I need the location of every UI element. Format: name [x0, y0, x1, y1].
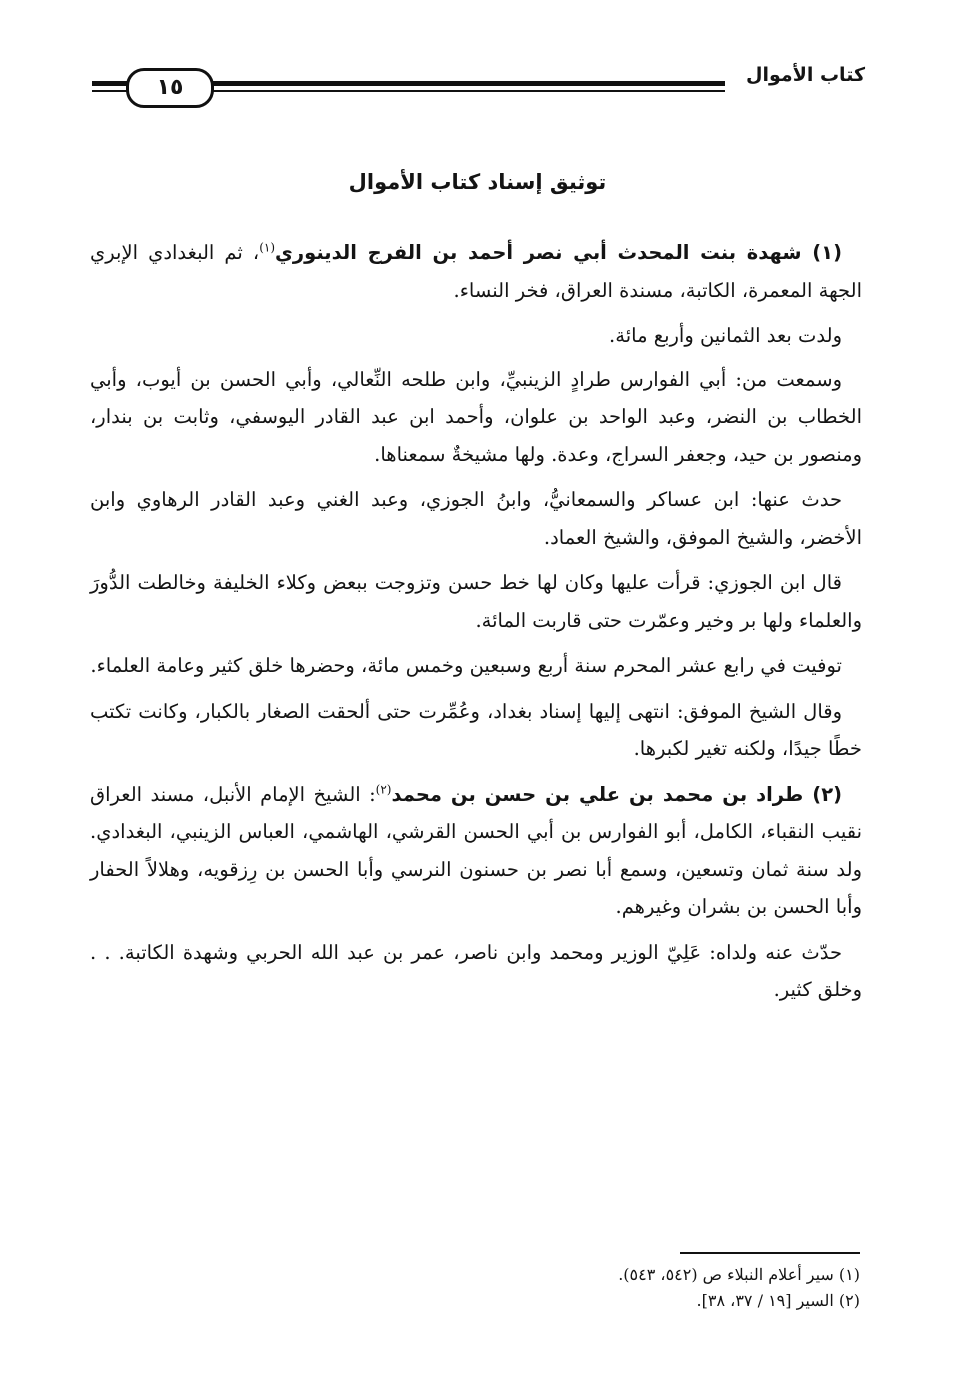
footnote-ref-1: (١) — [259, 240, 276, 255]
entry-1-lead: (١) شهدة بنت المحدث أبي نصر أحمد بن الفرج الدينوري — [275, 241, 842, 264]
section-title: توثيق إسناد كتاب الأموال — [348, 170, 607, 194]
entry-2-text: : الشيخ الإمام الأنبل، مسند العراق نقيب النقباء، الكامل، أبو الفوارس بن أبي الحسن القرشي، الهاشمي، العباس الزينبي، البغدادي. ولد سنة ثمان وتسعين، وسمع أبا نصر بن حسنون النرسي وأبا الحسن بن رِزقويه، وهلالاً الحفار وأبا الحسن بن بشران وغيرهم. — [90, 782, 862, 918]
running-book-title: كتاب الأموال — [746, 64, 865, 86]
paragraph-students: حدث عنها: ابن عساكر والسمعانيُّ، وابنُ الجوزي، وعبد الغني وعبد القادر الرهاوي وابن الأخضر، والشيخ الموفق، والشيخ العماد. — [90, 488, 862, 549]
entry-1-paragraph — [90, 234, 862, 309]
paragraph-teachers: وسمعت من: أبي الفوارس طرادٍ الزينبيِّ، وابن طلحه النِّعالي، وأبي الحسن بن أيوب، وأبي الخطاب بن النضر، وعبد الواحد بن علوان، وأحمد ابن عبد القادر اليوسفي، وثابت بن بندار، ومنصور بن حيد، وجعفر السراج، وعدة. ولها مشيخةٌ سمعناها. — [90, 367, 862, 466]
footnote-ref-2: (٢) — [375, 782, 392, 796]
page-number: ١٥ — [126, 68, 214, 108]
entry-2-paragraph — [90, 776, 862, 926]
page-header — [92, 62, 865, 114]
footnote-2: (٢) السير [١٩ / ٣٧، ٣٨]. — [696, 1291, 860, 1310]
entry-2-lead: (٢) طراد بن محمد بن علي بن حسن بن محمد — [391, 782, 843, 806]
footnote-separator — [680, 1252, 860, 1254]
footnote-1: (١) سير أعلام النبلاء ص (٥٤٢، ٥٤٣). — [618, 1265, 860, 1284]
paragraph-death: توفيت في رابع عشر المحرم سنة أربع وسبعين وخمس مائة، وحضرها خلق كثير وعامة العلماء. — [90, 654, 842, 677]
main-text — [90, 234, 862, 1017]
paragraph-narrators: حدّث عنه ولداه: عَلِيّ الوزير ومحمد وابن ناصر، عمر بن عبد الله الحربي وشهدة الكاتبة. . . وخلق كثير. — [90, 940, 862, 1001]
paragraph-ibn-jawzi: قال ابن الجوزي: قرأت عليها وكان لها خط حسن وتزوجت ببعض وكلاء الخليفة وخالطت الدُّورَ والعلماء ولها بر وخير وعمّرت حتى قاربت المائة. — [90, 571, 862, 632]
footnotes — [100, 1262, 860, 1314]
paragraph-birth: ولدت بعد الثمانين وأربع مائة. — [609, 324, 842, 347]
entry-1-text: ، ثم البغدادي الإبري الجهة المعمرة، الكاتبة، مسندة العراق، فخر النساء. — [90, 241, 862, 302]
paragraph-muwaffaq: وقال الشيخ الموفق: انتهى إليها إسناد بغداد، وعُمِّرت حتى ألحقت الصغار بالكبار، وكانت تكتب خطًا جيدًا، ولكنه تغير لكبرها. — [90, 699, 862, 760]
